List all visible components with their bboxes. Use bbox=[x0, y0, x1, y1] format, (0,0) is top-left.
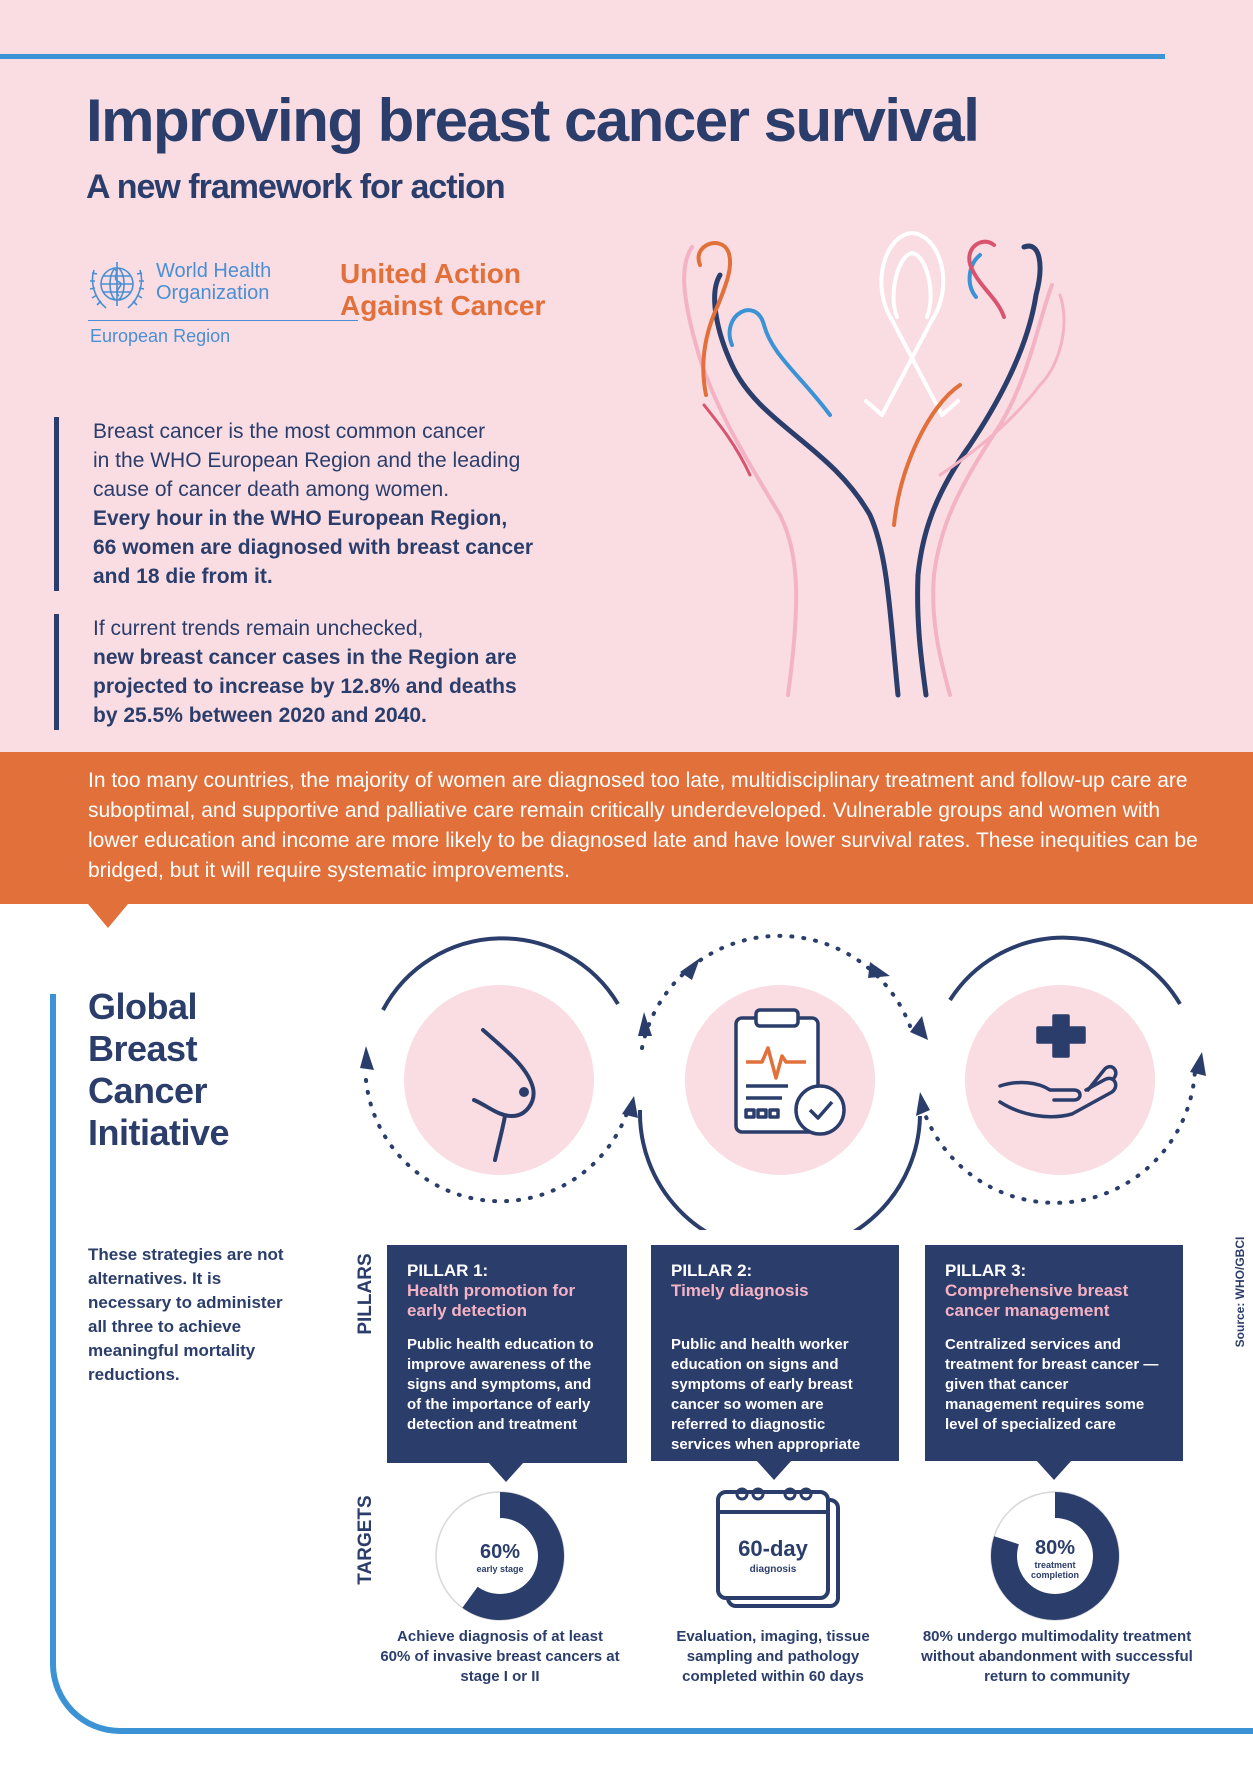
pillar3-arrow-left bbox=[916, 1092, 930, 1116]
target-1-sub: early stage bbox=[476, 1564, 524, 1574]
gbci-line3: Cancer bbox=[88, 1070, 208, 1111]
stat2-bold1: new breast cancer cases in the Region are bbox=[93, 646, 517, 669]
pillar-3-title: Comprehensive breast cancer management bbox=[945, 1281, 1129, 1320]
target-2-sub: diagnosis bbox=[749, 1564, 797, 1575]
pillar-2-title: Timely diagnosis bbox=[671, 1281, 809, 1300]
pillar-cycle-diagram bbox=[350, 920, 1210, 1230]
target-1-value: 60% bbox=[479, 1541, 521, 1563]
pillar-3-notch bbox=[1036, 1460, 1072, 1480]
pillar-3-description: Centralized services and treatment for breast cancer — given that cancer management requires some level of specialized care bbox=[945, 1336, 1159, 1433]
gbci-line1: Global bbox=[88, 986, 198, 1027]
pillars-label: PILLARS bbox=[355, 1253, 376, 1335]
target-3-value: 80% bbox=[1034, 1537, 1076, 1559]
left-hand-navy bbox=[715, 275, 898, 695]
right-hand-rose bbox=[969, 242, 1004, 317]
stat1-line2: in the WHO European Region and the leading bbox=[93, 449, 521, 472]
page-title: Improving breast cancer survival bbox=[86, 87, 979, 154]
pillar1-arrow-left bbox=[360, 1046, 374, 1070]
stat2-bold2: projected to increase by 12.8% and deaths bbox=[93, 675, 517, 698]
target-1-caption: Achieve diagnosis of at least 60% of invasive breast cancers at stage I or II bbox=[380, 1628, 620, 1685]
pillar-1-description: Public health education to improve awareness of the signs and symptoms, and of the importance of early detection and treatment bbox=[407, 1336, 594, 1433]
target-2-caption: Evaluation, imaging, tissue sampling and pathology completed within 60 days bbox=[676, 1628, 870, 1685]
right-hand-pink bbox=[933, 285, 1052, 695]
source-note: Source: WHO/GBCI bbox=[1233, 1236, 1247, 1348]
hands-ribbon-illustration bbox=[660, 225, 1200, 725]
who-name-line1: World Health bbox=[156, 260, 272, 282]
pink-ribbon-icon bbox=[866, 233, 958, 415]
who-emblem-icon bbox=[84, 254, 150, 318]
stat1-bold1: Every hour in the WHO European Region, bbox=[93, 507, 508, 530]
target-3-donut bbox=[987, 1488, 1123, 1624]
uaac-line2: Against Cancer bbox=[340, 290, 546, 321]
target-3-sub1: treatment bbox=[1034, 1560, 1076, 1570]
gbci-line4: Initiative bbox=[88, 1112, 230, 1153]
pillar-2-description: Public and health worker education on signs and symptoms of early breast cancer so women are referred to diagnostic services when appropriate bbox=[671, 1336, 861, 1453]
pillar-1-card bbox=[387, 1245, 627, 1463]
gbci-line2: Breast bbox=[88, 1028, 198, 1069]
target-1-donut bbox=[432, 1488, 568, 1624]
pillar-3-heading: PILLAR 3: bbox=[945, 1261, 1027, 1280]
strategies-note: These strategies are not alternatives. It is necessary to administer all three to achieve meaningful mortality reductions. bbox=[88, 1245, 284, 1384]
left-hand-rose bbox=[704, 405, 750, 475]
left-hand-blue bbox=[730, 310, 830, 415]
page-subtitle: A new framework for action bbox=[86, 168, 505, 206]
stat2-line1: If current trends remain unchecked, bbox=[93, 617, 424, 640]
stat1-bold3: and 18 die from it. bbox=[93, 565, 273, 588]
who-divider bbox=[88, 320, 358, 321]
pillar3-icon-bg bbox=[965, 985, 1155, 1175]
pillar-3-card bbox=[925, 1245, 1183, 1461]
target-3-caption: 80% undergo multimodality treatment without abandonment with successful return to community bbox=[921, 1628, 1193, 1685]
stat1-bold2: 66 women are diagnosed with breast cancer bbox=[93, 536, 533, 559]
callout-notch bbox=[88, 904, 128, 928]
who-name-line2: Organization bbox=[156, 282, 270, 304]
uaac-line1: United Action bbox=[340, 258, 521, 289]
top-accent-line bbox=[0, 54, 1165, 59]
pillar-1-heading: PILLAR 1: bbox=[407, 1261, 489, 1280]
pillar-2-card bbox=[651, 1245, 899, 1461]
pillar3-arrow-right bbox=[1190, 1052, 1206, 1076]
pillar-2-heading: PILLAR 2: bbox=[671, 1261, 753, 1280]
who-region: European Region bbox=[90, 326, 231, 346]
stat1-line3: cause of cancer death among women. bbox=[93, 478, 450, 501]
uaac-logo bbox=[340, 258, 545, 322]
gbci-title bbox=[88, 986, 229, 1154]
calendar-icon bbox=[710, 1486, 846, 1622]
orange-callout-band bbox=[0, 752, 1253, 904]
targets-label: TARGETS bbox=[355, 1495, 376, 1585]
stat2-bold3: by 25.5% between 2020 and 2040. bbox=[93, 704, 427, 727]
pillar-2-notch bbox=[756, 1460, 792, 1480]
pillar-1-title: Health promotion for early detection bbox=[407, 1281, 576, 1320]
statistics-block-1 bbox=[54, 417, 594, 591]
stat1-line1: Breast cancer is the most common cancer bbox=[93, 420, 486, 443]
pillar2-arrow-right bbox=[910, 1016, 928, 1040]
pillar-1-notch bbox=[488, 1462, 524, 1482]
callout-text: In too many countries, the majority of women are diagnosed too late, multidisciplinary treatment and follow-up care are suboptimal, and supportive and palliative care remain critically underdeveloped. Vulnerable groups and women with lower education and income are more likely to be diagnosed late and have lower survival rates. These inequities can be bridged, but it will require systematic improvements. bbox=[88, 769, 1198, 882]
who-name bbox=[156, 260, 271, 304]
target-2-value: 60-day bbox=[738, 1536, 808, 1561]
target-3-sub2: completion bbox=[1030, 1570, 1080, 1580]
statistics-block-2 bbox=[54, 614, 594, 730]
pillar2-arrow-top-right bbox=[868, 962, 890, 978]
